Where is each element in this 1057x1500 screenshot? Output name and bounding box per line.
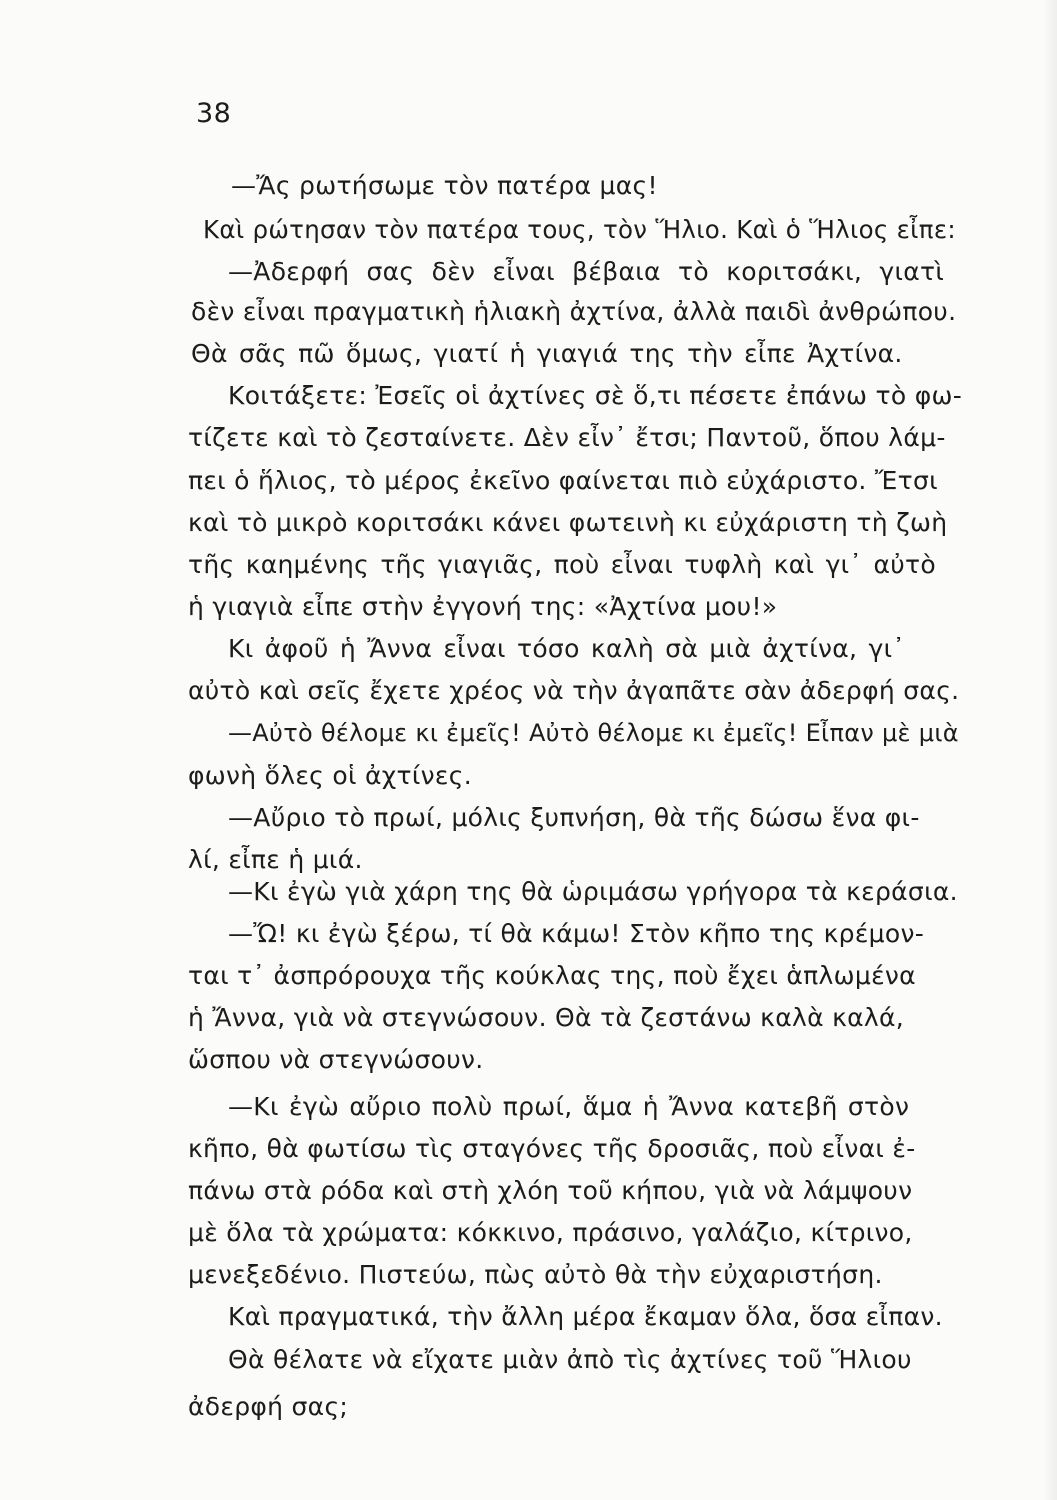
page-number: 38: [196, 98, 232, 129]
text-line-14: —Αὐτὸ θέλομε κι ἐμεῖς! Αὐτὸ θέλομε κι ἐμεῖς! Εἶπαν μὲ μιὰ: [228, 719, 959, 747]
text-line-28: Καὶ πραγματικά, τὴν ἄλλη μέρα ἔκαμαν ὅλα, ὅσα εἶπαν.: [228, 1302, 943, 1331]
text-line-27: μενεξεδένιο. Πιστεύω, πὼς αὐτὸ θὰ τὴν εὐχαριστήση.: [188, 1260, 883, 1289]
text-line-13: αὐτὸ καὶ σεῖς ἔχετε χρέος νὰ τὴν ἀγαπᾶτε σὰν ἀδερφή σας.: [188, 676, 960, 705]
text-line-24: κῆπο, θὰ φωτίσω τὶς σταγόνες τῆς δροσιᾶς, ποὺ εἶναι ἐ-: [188, 1134, 916, 1163]
text-line-3: —Ἀδερφή σας δὲν εἶναι βέβαια τὸ κοριτσάκι, γιατὶ: [228, 257, 945, 286]
text-line-4: δὲν εἶναι πραγματικὴ ἡλιακὴ ἀχτίνα, ἀλλὰ παιδὶ ἀνθρώπου.: [191, 297, 957, 326]
text-line-23: —Κι ἐγὼ αὔριο πολὺ πρωί, ἅμα ἡ Ἄννα κατεβῆ στὸν: [228, 1092, 910, 1121]
text-line-30: ἀδερφή σας;: [188, 1392, 349, 1421]
text-line-29: Θὰ θέλατε νὰ εἴχατε μιὰν ἀπὸ τὶς ἀχτίνες τοῦ Ἥλιου: [228, 1345, 912, 1374]
text-line-20: ται τ᾿ ἀσπρόρουχα τῆς κούκλας της, ποὺ ἔχει ἁπλωμένα: [188, 961, 916, 990]
text-line-18: —Κι ἐγὼ γιὰ χάρη της θὰ ὡριμάσω γρήγορα τὰ κεράσια.: [228, 877, 958, 906]
text-line-16: —Αὔριο τὸ πρωί, μόλις ξυπνήση, θὰ τῆς δώσω ἕνα φι-: [228, 803, 920, 832]
text-line-9: καὶ τὸ μικρὸ κοριτσάκι κάνει φωτεινὴ κι εὐχάριστη τὴ ζωὴ: [188, 508, 948, 537]
text-line-26: μὲ ὅλα τὰ χρώματα: κόκκινο, πράσινο, γαλάζιο, κίτρινο,: [188, 1218, 913, 1247]
text-line-6: Κοιτάξετε: Ἐσεῖς οἱ ἀχτίνες σὲ ὅ,τι πέσετε ἐπάνω τὸ φω-: [228, 381, 963, 410]
text-line-11: ἡ γιαγιὰ εἶπε στὴν ἐγγονή της: «Ἀχτίνα μου!»: [188, 592, 778, 621]
text-line-2: Καὶ ρώτησαν τὸν πατέρα τους, τὸν Ἥλιο. Καὶ ὁ Ἥλιος εἶπε:: [203, 215, 956, 244]
text-line-5: Θὰ σᾶς πῶ ὅμως, γιατί ἡ γιαγιά της τὴν εἶπε Ἀχτίνα.: [191, 339, 903, 368]
text-line-19: —Ὤ! κι ἐγὼ ξέρω, τί θὰ κάμω! Στὸν κῆπο της κρέμον-: [228, 919, 925, 948]
text-line-12: Κι ἀφοῦ ἡ Ἄννα εἶναι τόσο καλὴ σὰ μιὰ ἀχτίνα, γι᾿: [228, 634, 906, 663]
text-line-25: πάνω στὰ ρόδα καὶ στὴ χλόη τοῦ κήπου, γιὰ νὰ λάμψουν: [188, 1176, 913, 1205]
text-line-1: —Ἄς ρωτήσωμε τὸν πατέρα μας!: [231, 171, 658, 200]
text-line-21: ἡ Ἄννα, γιὰ νὰ στεγνώσουν. Θὰ τὰ ζεστάνω καλὰ καλά,: [188, 1003, 905, 1032]
text-line-8: πει ὁ ἥλιος, τὸ μέρος ἐκεῖνο φαίνεται πιὸ εὐχάριστο. Ἔτσι: [188, 466, 938, 495]
text-line-10: τῆς καημένης τῆς γιαγιᾶς, ποὺ εἶναι τυφλὴ καὶ γι᾿ αὐτὸ: [188, 550, 936, 579]
page-edge-shadow: [1043, 0, 1057, 1500]
text-line-15: φωνὴ ὅλες οἱ ἀχτίνες.: [188, 761, 472, 790]
text-line-17: λί, εἶπε ἡ μιά.: [188, 845, 363, 874]
text-line-22: ὥσπου νὰ στεγνώσουν.: [188, 1045, 484, 1074]
text-line-7: τίζετε καὶ τὸ ζεσταίνετε. Δὲν εἶν᾿ ἔτσι; Παντοῦ, ὅπου λάμ-: [188, 423, 946, 452]
